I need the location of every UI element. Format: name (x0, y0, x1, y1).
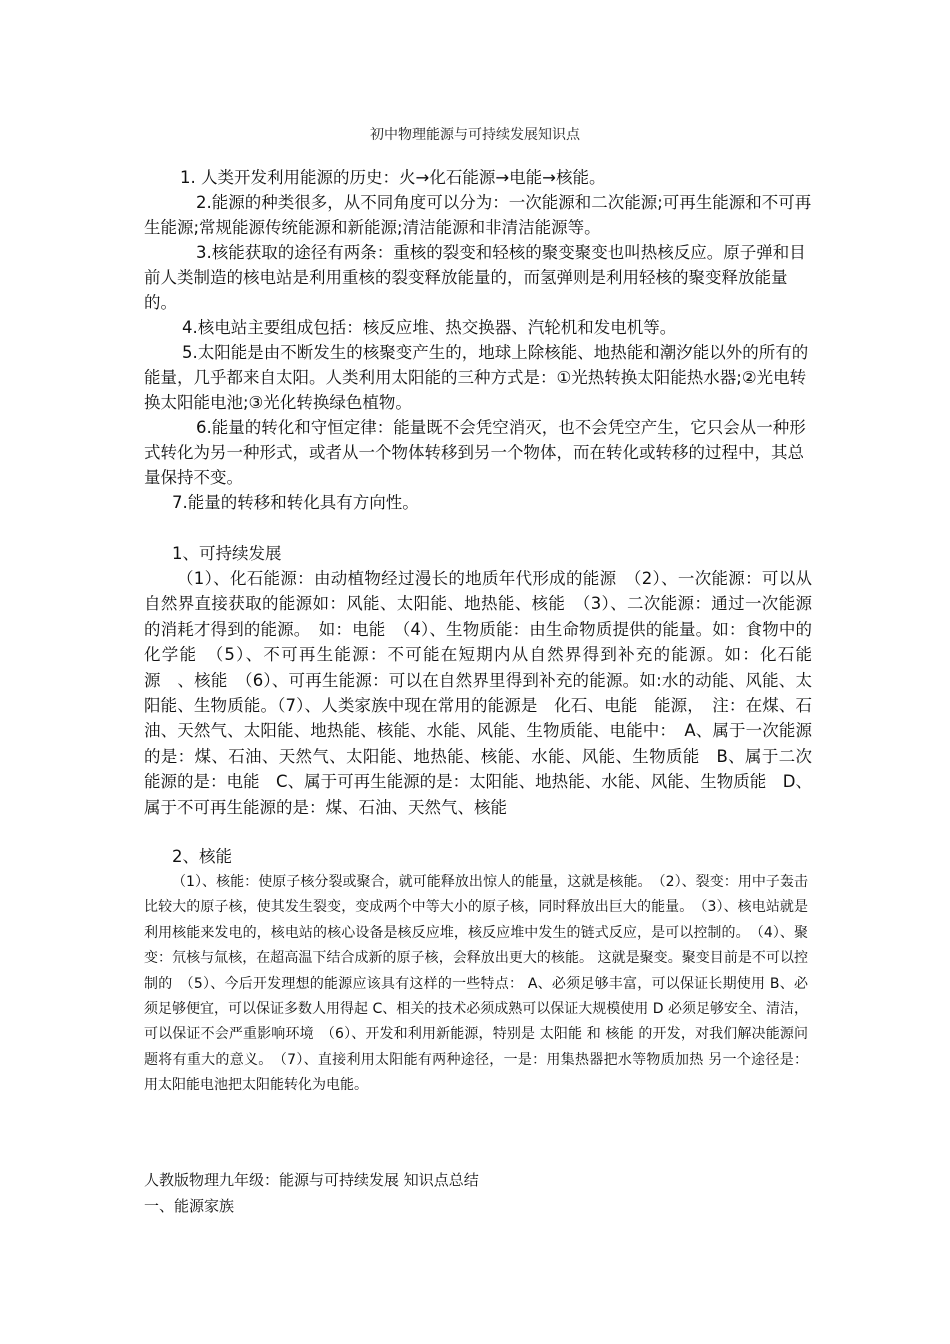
knowledge-point-4 (144, 315, 812, 340)
point-text: 1. 人类开发利用能源的历史：火→化石能源→电能→核能。 (180, 168, 606, 187)
sustainable-paragraph: （1）、化石能源：由动植物经过漫长的地质年代形成的能源 （2）、一次能源：可以从自然界直接获取的能源如：风能、太阳能、地热能、核能 （3）、二次能源：通过一次能源的消耗才得到的能源。 如：电能 （4）、生物质能：由生命物质提供的能量。如：食物中的化学能 （5）、不可再生能源：不可能在短期内从自然界得到补充的能源。如：化石能源 、核能 （6）、可再生能源：可以在自然界里得到补充的能源。如:水的动能、风能、太阳能、生物质能。（7）、人类家族中现在常用的能源是 化石、电能 能源， 注：在煤、石油、天然气、太阳能、地热能、核能、水能、风能、生物质能、电能中： A、属于一次能源的是：煤、石油、天然气、太阳能、地热能、核能、水能、风能、生物质能 B、属于二次能源的是：电能 C、属于可再生能源的是：太阳能、地热能、水能、风能、生物质能 D、属于不可再生能源的是：煤、石油、天然气、核能 (144, 569, 812, 817)
page-title: 初中物理能源与可持续发展知识点 (370, 127, 580, 143)
knowledge-point-5 (144, 340, 812, 415)
point-text: 7.能量的转移和转化具有方向性。 (172, 493, 419, 512)
point-text: 4.核电站主要组成包括：核反应堆、热交换器、汽轮机和发电机等。 (182, 318, 677, 337)
knowledge-point-2 (144, 190, 812, 240)
subsection-heading: 一、能源家族 (144, 1197, 235, 1215)
section-heading-nuclear: 2、核能 (172, 847, 232, 866)
knowledge-point-1 (144, 165, 812, 190)
point-text: 5.太阳能是由不断发生的核聚变产生的，地球上除核能、地热能和潮汐能以外的所有的能量，几乎都来自太阳。人类利用太阳能的三种方式是：①光热转换太阳能热水器;②光电转换太阳能电池;③光化转换绿色植物。 (144, 343, 809, 412)
knowledge-point-6 (144, 415, 812, 490)
point-text: 3.核能获取的途径有两条：重核的裂变和轻核的聚变聚变也叫热核反应。原子弹和目前人类制造的核电站是利用重核的裂变释放能量的，而氢弹则是利用轻核的聚变释放能量的。 (144, 243, 806, 312)
section-heading-sustainable: 1、可持续发展 (172, 544, 282, 563)
knowledge-point-7 (144, 490, 812, 515)
point-text: 2.能源的种类很多，从不同角度可以分为：一次能源和二次能源;可再生能源和不可再生能源;常规能源传统能源和新能源;清洁能源和非清洁能源等。 (144, 193, 812, 237)
point-text: 6.能量的转化和守恒定律：能量既不会凭空消灭，也不会凭空产生，它只会从一种形式转化为另一种形式，或者从一个物体转移到另一个物体，而在转化或转移的过程中，其总量保持不变。 (144, 418, 806, 487)
knowledge-point-3 (144, 240, 812, 315)
summary-title: 人教版物理九年级：能源与可持续发展 知识点总结 (144, 1171, 479, 1189)
nuclear-paragraph: （1）、核能：使原子核分裂或聚合，就可能释放出惊人的能量，这就是核能。 （2）、裂变：用中子轰击比较大的原子核，使其发生裂变，变成两个中等大小的原子核，同时释放出巨大的能量。 （3）、核电站就是利用核能来发电的，核电站的核心设备是核反应堆，核反应堆中发生的链式反应，是可以控制的。 （4）、聚变：氘核与氚核，在超高温下结合成新的原子核，会释放出更大的核能。 这就是聚变。聚变目前是不可以控制的 （5）、今后开发理想的能源应该具有这样的一些特点： A、必须足够丰富，可以保证长期使用 B、必须足够便宜，可以保证多数人用得起 C、相关的技术必须成熟可以保证大规模使用 D 必须足够安全、清洁，可以保证不会严重影响环境 （6）、开发和利用新能源，特别是 太阳能 和 核能 的开发，对我们解决能源问题将有重大的意义。 （7）、直接利用太阳能有两种途径，一是：用集热器把水等物质加热 另一个途径是：用太阳能电池把太阳能转化为电能。 (144, 874, 808, 1094)
